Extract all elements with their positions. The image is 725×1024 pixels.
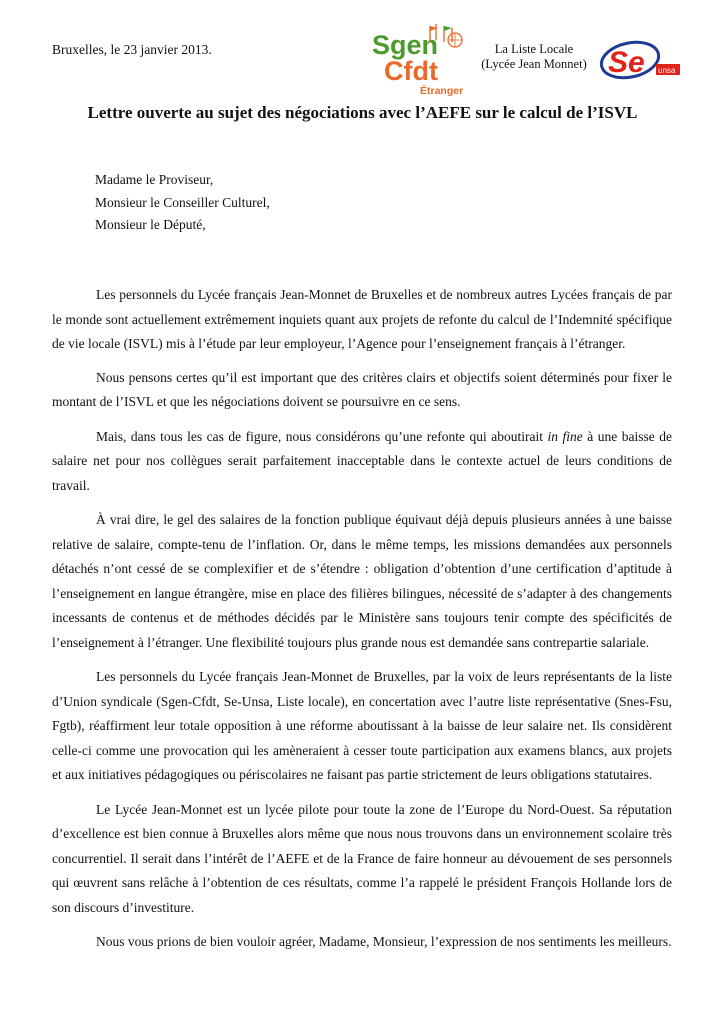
unsa-logo-text: unsa <box>658 66 676 75</box>
closing-paragraph: Nous vous prions de bien vouloir agréer, Madame, Monsieur, l’expression de nos sentiments les meilleurs. <box>96 934 672 949</box>
body-paragraph: Le Lycée Jean-Monnet est un lycée pilote pour toute la zone de l’Europe du Nord-Ouest. Sa réputation d’excellence est bien connue à Bruxelles alors même que nous nous trouvons dans un environnement scolaire très concurrentiel. Il serait dans l’intérêt de l’AEFE et de la France de faire honneur au dévouement de ses personnels qui œuvrent sans relâche à l’obtention de ces résultats, comme l’a rappelé le président François Hollande lors de son discours d’investiture. <box>52 801 672 915</box>
addressee-line: Madame le Proviseur, <box>95 172 214 187</box>
letter-date: Bruxelles, le 23 janvier 2013. <box>52 42 212 57</box>
sgen-cfdt-logo <box>368 20 468 102</box>
etranger-logo-text: Étranger <box>420 85 464 97</box>
body-paragraph: Les personnels du Lycée français Jean-Monnet de Bruxelles et de nombreux autres Lycées français de par le monde sont actuellement extrêmement inquiets quant aux projets de refonte du calcul de l’Indemnité spécifique de vie locale (ISVL) mis à l’étude par leur employeur, l’Agence pour l’enseignement français à l’étranger. <box>52 287 672 351</box>
letter-title: Lettre ouverte au sujet des négociations avec l’AEFE sur le calcul de l’ISVL <box>87 103 638 122</box>
letter-body <box>52 283 672 965</box>
se-unsa-logo <box>598 36 682 84</box>
italic-phrase: in fine <box>547 428 583 444</box>
letter-addressees <box>95 169 270 237</box>
body-paragraph: À vrai dire, le gel des salaires de la fonction publique équivaut déjà depuis plusieurs années à une baisse relative de salaire, compte-tenu de l’inflation. Or, dans le même temps, les missions demandées aux personnels détachés n’ont cessé de se complexifier et de s’étendre : obligation d’obtention d’une certification d’aptitude à l’enseignement en langue étrangère, mise en place des filières bilingues, nécessité de s’adapter à des changements incessants de contenus et de méthodes décidés par le Ministère sans toujours tenir compte des spécificités de l’enseignement à l’étranger. Une flexibilité toujours plus grande nous est demandée sans contrepartie salariale. <box>52 512 672 650</box>
se-logo-text: Se <box>608 46 645 79</box>
paragraph-text: Mais, dans tous les cas de figure, nous considérons qu’une refonte qui aboutirait <box>96 428 548 444</box>
liste-locale-line2: (Lycée Jean Monnet) <box>481 57 587 71</box>
sgen-logo-text: Sgen <box>372 30 439 60</box>
liste-locale-label <box>478 42 590 72</box>
body-paragraph <box>52 425 672 499</box>
addressee-line: Monsieur le Conseiller Culturel, <box>95 194 270 210</box>
paragraph-text: à une baisse de salaire net pour nos collègues serait parfaitement inacceptable dans le contexte actuel de leurs conditions de travail. <box>52 428 673 493</box>
cfdt-logo-text: Cfdt <box>384 56 438 86</box>
body-paragraph: Nous pensons certes qu’il est important que des critères clairs et objectifs soient déterminés pour fixer le montant de l’ISVL et que les négociations doivent se poursuivre en ce sens. <box>52 369 672 409</box>
addressee-line: Monsieur le Député, <box>95 217 206 232</box>
liste-locale-line1: La Liste Locale <box>494 42 574 56</box>
body-paragraph: Les personnels du Lycée français Jean-Monnet de Bruxelles, par la voix de leurs représentants de la liste d’Union syndicale (Sgen-Cfdt, Se-Unsa, Liste locale), en concertation avec l’autre liste représentative (Snes-Fsu, Fgtb), réaffirment leur totale opposition à une réforme aboutissant à la baisse de leur salaire net. Ils considèrent celle-ci comme une provocation qui les amèneraient à cesser toute participation aux examens blancs, aux projets et aux initiatives pédagogiques ou périscolaires ne faisant pas partie strictement de leurs obligations statutaires. <box>52 669 672 782</box>
